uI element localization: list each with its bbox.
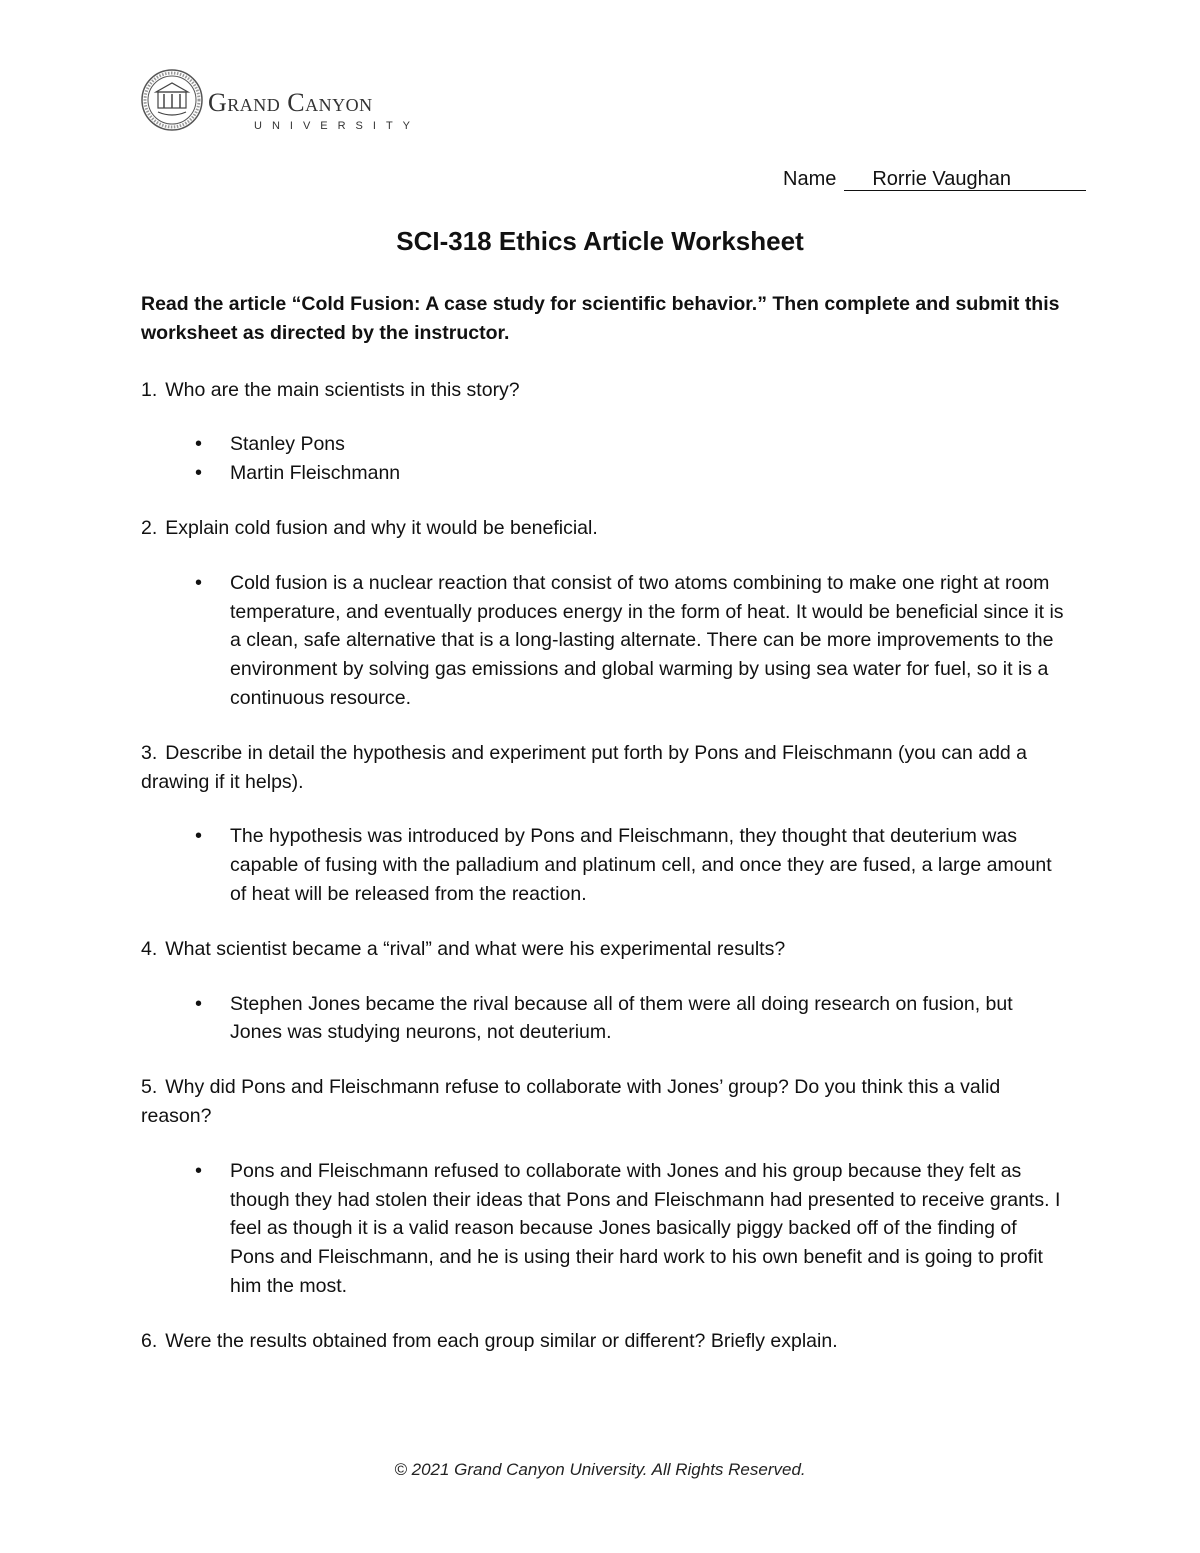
answer-list [141, 822, 1066, 908]
name-value: Rorrie Vaughan [844, 168, 1086, 191]
question-5 [141, 1073, 1066, 1301]
answer-item: • Stephen Jones became the rival because all of them were all doing research on fusion, but Jones was studying neurons, not deuterium. [141, 990, 1066, 1048]
answer-list [141, 990, 1066, 1048]
question-number: 1. [141, 378, 158, 401]
university-logo [140, 68, 420, 132]
question-prompt: Describe in detail the hypothesis and experiment put forth by Pons and Fleischmann (you can add a drawing if it helps). [141, 741, 1028, 793]
instructions: Read the article “Cold Fusion: A case study for scientific behavior.” Then complete and submit this worksheet as directed by the instructor. [141, 293, 1060, 344]
question-2 [141, 514, 1066, 713]
answer-item: • Martin Fleischmann [141, 459, 1066, 488]
question-prompt: Were the results obtained from each group similar or different? Briefly explain. [165, 1329, 838, 1352]
question-6 [141, 1327, 1066, 1356]
answer-item: • Pons and Fleischmann refused to collaborate with Jones and his group because they felt as though they had stolen their ideas that Pons and Fleischmann had presented to receive grants. I feel as though it is a valid reason because Jones basically piggy backed off of the finding of Pons and Fleischmann, and he is using their hard work to his own benefit and is going to profit him the most. [141, 1157, 1066, 1301]
question-text [141, 739, 1066, 797]
logo-title: Grand Canyon [208, 88, 373, 117]
question-4 [141, 935, 1066, 1047]
question-3 [141, 739, 1066, 909]
name-label: Name [783, 168, 837, 190]
logo-subtitle: UNIVERSITY [254, 120, 421, 132]
question-number: 3. [141, 741, 158, 764]
question-prompt: Explain cold fusion and why it would be beneficial. [165, 516, 598, 539]
answer-item: • Stanley Pons [141, 430, 1066, 459]
question-prompt: Who are the main scientists in this story? [165, 378, 520, 401]
question-number: 4. [141, 937, 158, 960]
question-text [141, 1073, 1066, 1131]
page-title: SCI-318 Ethics Article Worksheet [396, 226, 804, 256]
logo-wordmark [208, 90, 420, 132]
answer-list [141, 1157, 1066, 1301]
question-prompt: What scientist became a “rival” and what were his experimental results? [165, 937, 786, 960]
university-seal-icon [140, 68, 204, 132]
question-text [141, 376, 1066, 405]
question-prompt: Why did Pons and Fleischmann refuse to collaborate with Jones’ group? Do you think this a valid reason? [141, 1076, 1001, 1127]
answer-item: • Cold fusion is a nuclear reaction that consist of two atoms combining to make one right at room temperature, and eventually produces energy in the form of heat. It would be beneficial since it is a clean, safe alternative that is a long-lasting alternate. There can be more improvements to the environment by solving gas emissions and global warming by using sea water for fuel, so it is a continuous resource. [141, 569, 1066, 713]
question-number: 6. [141, 1329, 158, 1352]
question-number: 2. [141, 516, 158, 539]
answer-item: • The hypothesis was introduced by Pons and Fleischmann, they thought that deuterium was capable of fusing with the palladium and platinum cell, and once they are fused, a large amount of heat will be released from the reaction. [141, 822, 1066, 908]
question-text [141, 935, 1066, 964]
answer-list [141, 430, 1066, 488]
name-field [783, 168, 1086, 191]
worksheet-content [141, 290, 1066, 1356]
copyright-footer: © 2021 Grand Canyon University. All Rights Reserved. [394, 1460, 806, 1479]
answer-list [141, 569, 1066, 713]
question-text [141, 514, 1066, 543]
question-1 [141, 376, 1066, 488]
question-number: 5. [141, 1076, 158, 1099]
question-text [141, 1327, 1066, 1356]
